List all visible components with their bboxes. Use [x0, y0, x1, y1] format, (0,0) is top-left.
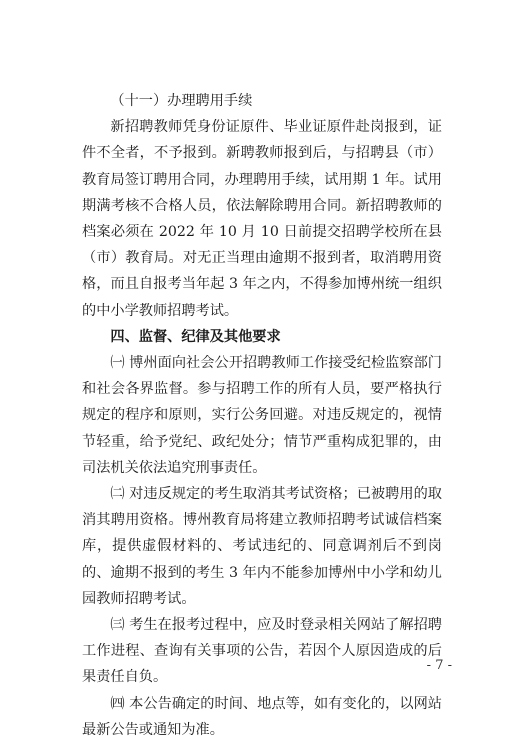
document-body [82, 88, 442, 743]
paragraph-supervision-2: ㈡ 对违反规定的考生取消其考试资格；已被聘用的取消其聘用资格。博州教育局将建立教师招聘考试诚信档案库，提供虚假材料的、考试违纪的、同意调剂后不到岗的、逾期不报到的考生 3 年内不能参加博州中小学和幼儿园教师招聘考试。 [82, 486, 442, 607]
paragraph-supervision-1: ㈠ 博州面向社会公开招聘教师工作接受纪检监察部门和社会各界监督。参与招聘工作的所有人员，要严格执行规定的程序和原则，实行公务回避。对违反规定的，视情节轻重，给予党纪、政纪处分；情节严重构成犯罪的，由司法机关依法追究刑事责任。 [82, 355, 442, 476]
section-heading-supervision: 四、监督、纪律及其他要求 [110, 328, 281, 345]
paragraph-hiring-procedures: 新招聘教师凭身份证原件、毕业证原件赴岗报到，证件不全者，不予报到。新聘教师报到后，与招聘县（市）教育局签订聘用合同，办理聘用手续，试用期 1 年。试用期满考核不合格人员，依法解除聘用合同。新招聘教师的档案必须在 2022 年 10 月 10 日前提交招聘学校所在县（市）教育局。对无正当理由逾期不报到者，取消聘用资格，而且自报考当年起 3 年之内，不得参加博州统一组织的中小学教师招聘考试。 [82, 119, 442, 319]
paragraph-supervision-4: ㈣ 本公告确定的时间、地点等，如有变化的，以网站最新公告或通知为准。 [82, 695, 442, 738]
page-number: - 7 - [426, 658, 452, 673]
paragraph-supervision-3: ㈢ 考生在报考过程中，应及时登录相关网站了解招聘工作进程、查询有关事项的公告，若因个人原因造成的后果责任自负。 [82, 617, 442, 686]
section-heading-hiring-procedures: （十一）办理聘用手续 [110, 93, 253, 109]
